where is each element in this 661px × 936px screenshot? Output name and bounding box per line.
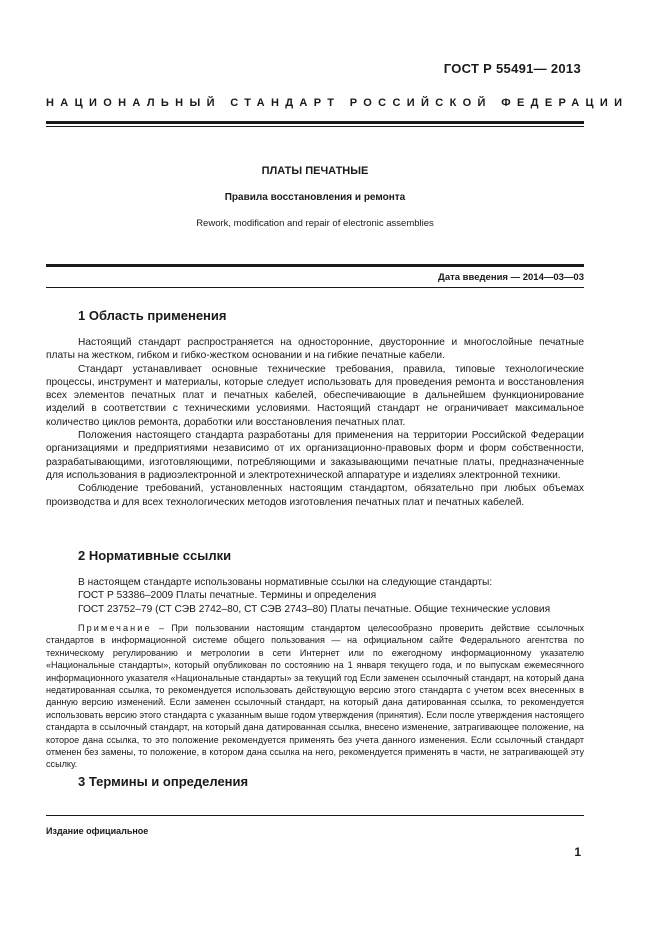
note-text: – При пользовании настоящим стандартом целесообразно проверить действие ссылочных стандартов в информационной системе общего пользования — на официальном сайте Федерального агентства по техническому регулированию и метрологии в сети Интернет или по ежегодному информационному указателю «Национальные стандарты», который опубликован по состоянию на 1 января текущего года, и по выпускам ежемесячного информационного указателя «Национальные стандарты» за текущий год Если заменен ссылочный стандарт, на который дана недатированная ссылка, то рекомендуется использовать действующую версию этого стандарта с учетом всех внесенных в данную версию изменений. Если заменен ссылочный стандарт, на который дана датированная ссылка, то рекомендуется использовать версию этого стандарта с указанным выше годом утверждения (принятия). Если после утверждения настоящего стандарта в ссылочный стандарт, на который дана датированная ссылка, внесено изменение, затрагивающее положение, на которое дана ссылка, то это положение рекомендуется применять без учета данного изменения. Если ссылочный стандарт отменен без замены, то положение, в котором дана ссылка на него, рекомендуется применять в части, не затрагивающей эту ссылку. [46, 623, 584, 770]
reference-item: ГОСТ 23752–79 (СТ СЭВ 2742–80, СТ СЭВ 2743–80) Платы печатные. Общие технические условия [78, 603, 551, 615]
note-label: Примечание [78, 623, 152, 633]
reference-item: ГОСТ Р 53386–2009 Платы печатные. Термины и определения [78, 590, 377, 602]
page-number: 1 [574, 845, 581, 859]
normative-references [78, 576, 550, 616]
english-title: Rework, modification and repair of electronic assemblies [196, 218, 434, 229]
national-standard-header: НАЦИОНАЛЬНЫЙ СТАНДАРТ РОССИЙСКОЙ ФЕДЕРАЦИИ [46, 97, 629, 109]
references-note [46, 622, 584, 771]
header-divider-thick [46, 121, 584, 124]
section-2-heading: 2 Нормативные ссылки [78, 548, 232, 563]
document-subtitle: Правила восстановления и ремонта [224, 192, 406, 203]
paragraph: Соблюдение требований, установленных настоящим стандартом, обязательно при любых объемах производства и для всех технологических методов изготовления печатных плат и печатных кабелей. [46, 483, 584, 508]
paragraph: Стандарт устанавливает основные технические требования, правила, типовые технологические процессы, инструмент и материалы, которые следует использовать для проведения ремонта и восстановления всех элементов печатных плат и печатных кабелей, обеспечивающие в дальнейшем функционирование изделий в соответствии с техническими условиями. Настоящий стандарт не ограничивает максимальное количество циклов ремонта, доработки или восстановления печатных плат. [46, 363, 584, 428]
paragraph: Положения настоящего стандарта разработаны для применения на территории Российской Федерации организациями и предприятиями независимо от их организационно-правовых форм и форм собственности, разрабатывающими, изготовляющими, потребляющими и заказывающими печатные платы, предназначенные для использования в радиоэлектронной и электротехнической аппаратуре и изделиях электронной техники. [46, 430, 584, 481]
section-3-heading: 3 Термины и определения [78, 774, 249, 789]
title-divider-thin [46, 287, 584, 288]
references-intro: В настоящем стандарте использованы нормативные ссылки на следующие стандарты: [78, 577, 493, 588]
document-title: ПЛАТЫ ПЕЧАТНЫЕ [261, 165, 369, 177]
document-id: ГОСТ Р 55491— 2013 [443, 61, 581, 76]
section-1-body [46, 336, 584, 509]
title-divider-thick [46, 264, 584, 267]
header-divider-thin [46, 126, 584, 127]
footer-divider [46, 815, 584, 816]
paragraph: Настоящий стандарт распространяется на односторонние, двусторонние и многослойные печатные платы на жестком, гибком и гибко-жестком основании и на гибкие печатные кабели. [46, 337, 584, 362]
section-1-heading: 1 Область применения [78, 308, 227, 323]
introduction-date: Дата введения — 2014—03—03 [438, 272, 584, 283]
official-edition-label: Издание официальное [46, 826, 149, 836]
